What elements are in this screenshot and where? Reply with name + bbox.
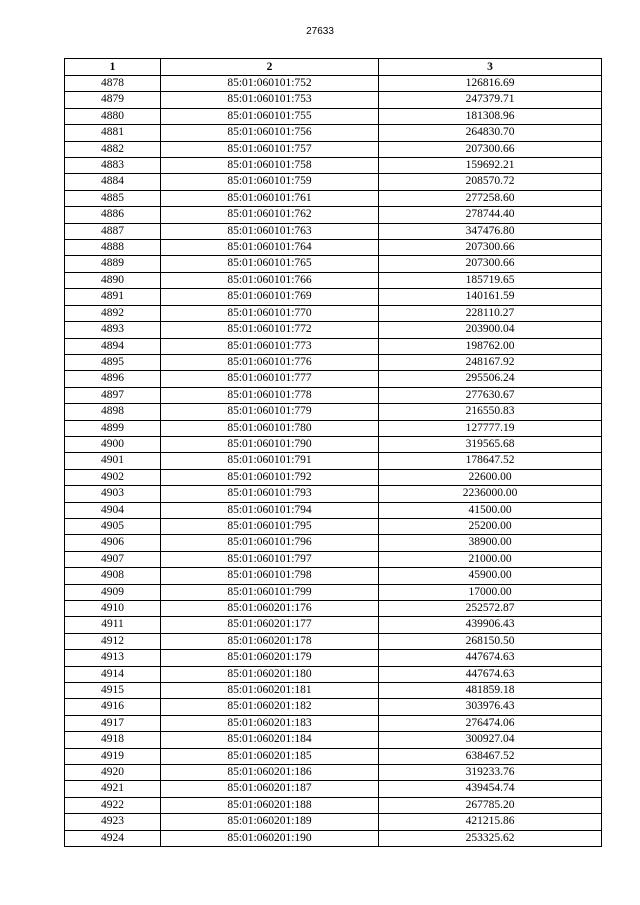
table-row — [65, 666, 602, 682]
column-header-2: 2 — [161, 59, 379, 76]
table-cell-col-3: 216550.83 — [379, 404, 602, 420]
table-row — [65, 781, 602, 797]
table-cell-col-3: 228110.27 — [379, 305, 602, 321]
table-cell-col-1: 4890 — [65, 272, 161, 288]
table-cell-col-1: 4893 — [65, 322, 161, 338]
table-cell-col-3: 638467.52 — [379, 748, 602, 764]
table-row — [65, 92, 602, 108]
table-cell-col-1: 4901 — [65, 453, 161, 469]
table-cell-col-2: 85:01:060101:752 — [161, 76, 379, 92]
table-cell-col-2: 85:01:060201:177 — [161, 617, 379, 633]
table-cell-col-2: 85:01:060101:758 — [161, 158, 379, 174]
table-row — [65, 732, 602, 748]
table-row — [65, 748, 602, 764]
table-cell-col-2: 85:01:060201:179 — [161, 650, 379, 666]
table-cell-col-3: 203900.04 — [379, 322, 602, 338]
table-cell-col-3: 207300.66 — [379, 240, 602, 256]
table-cell-col-3: 278744.40 — [379, 207, 602, 223]
table-cell-col-3: 25200.00 — [379, 518, 602, 534]
table-row — [65, 568, 602, 584]
table-cell-col-2: 85:01:060101:777 — [161, 371, 379, 387]
table-row — [65, 108, 602, 124]
table-row — [65, 814, 602, 830]
table-row — [65, 650, 602, 666]
table-cell-col-2: 85:01:060201:176 — [161, 601, 379, 617]
table-cell-col-1: 4916 — [65, 699, 161, 715]
table-cell-col-1: 4910 — [65, 601, 161, 617]
table-row — [65, 551, 602, 567]
table-cell-col-3: 276474.06 — [379, 715, 602, 731]
table-cell-col-2: 85:01:060101:762 — [161, 207, 379, 223]
table-row — [65, 765, 602, 781]
table-cell-col-2: 85:01:060101:772 — [161, 322, 379, 338]
table-cell-col-2: 85:01:060101:778 — [161, 387, 379, 403]
table-row — [65, 617, 602, 633]
table-row — [65, 502, 602, 518]
table-cell-col-1: 4879 — [65, 92, 161, 108]
table-row — [65, 272, 602, 288]
table-cell-col-1: 4880 — [65, 108, 161, 124]
table-cell-col-1: 4898 — [65, 404, 161, 420]
table-cell-col-3: 126816.69 — [379, 76, 602, 92]
table-cell-col-3: 447674.63 — [379, 666, 602, 682]
table-cell-col-1: 4915 — [65, 683, 161, 699]
table-cell-col-3: 185719.65 — [379, 272, 602, 288]
table-cell-col-3: 421215.86 — [379, 814, 602, 830]
table-row — [65, 305, 602, 321]
table-cell-col-2: 85:01:060101:766 — [161, 272, 379, 288]
table-cell-col-1: 4895 — [65, 354, 161, 370]
table-cell-col-3: 300927.04 — [379, 732, 602, 748]
table-cell-col-3: 247379.71 — [379, 92, 602, 108]
table-cell-col-2: 85:01:060201:182 — [161, 699, 379, 715]
table-cell-col-2: 85:01:060101:753 — [161, 92, 379, 108]
table-row — [65, 469, 602, 485]
table-cell-col-2: 85:01:060101:779 — [161, 404, 379, 420]
table-cell-col-2: 85:01:060201:183 — [161, 715, 379, 731]
table-cell-col-3: 2236000.00 — [379, 486, 602, 502]
table-cell-col-2: 85:01:060101:770 — [161, 305, 379, 321]
table-cell-col-3: 295506.24 — [379, 371, 602, 387]
table-row — [65, 174, 602, 190]
table-cell-col-2: 85:01:060201:190 — [161, 830, 379, 846]
table-cell-col-3: 208570.72 — [379, 174, 602, 190]
table-cell-col-3: 439906.43 — [379, 617, 602, 633]
table-cell-col-2: 85:01:060201:178 — [161, 633, 379, 649]
table-cell-col-3: 319233.76 — [379, 765, 602, 781]
table-cell-col-2: 85:01:060101:755 — [161, 108, 379, 124]
data-table — [64, 58, 602, 847]
table-cell-col-3: 181308.96 — [379, 108, 602, 124]
column-header-1: 1 — [65, 59, 161, 76]
table-cell-col-1: 4924 — [65, 830, 161, 846]
table-cell-col-1: 4920 — [65, 765, 161, 781]
table-cell-col-1: 4878 — [65, 76, 161, 92]
table-row — [65, 158, 602, 174]
table-row — [65, 715, 602, 731]
table-cell-col-3: 268150.50 — [379, 633, 602, 649]
table-cell-col-3: 178647.52 — [379, 453, 602, 469]
table-cell-col-2: 85:01:060201:185 — [161, 748, 379, 764]
table-cell-col-3: 319565.68 — [379, 436, 602, 452]
table-cell-col-3: 481859.18 — [379, 683, 602, 699]
table-cell-col-3: 277258.60 — [379, 190, 602, 206]
table-cell-col-1: 4904 — [65, 502, 161, 518]
table-row — [65, 387, 602, 403]
table-cell-col-2: 85:01:060101:769 — [161, 289, 379, 305]
table-cell-col-2: 85:01:060101:791 — [161, 453, 379, 469]
table-row — [65, 404, 602, 420]
table-cell-col-3: 140161.59 — [379, 289, 602, 305]
table-cell-col-3: 198762.00 — [379, 338, 602, 354]
table-cell-col-2: 85:01:060101:764 — [161, 240, 379, 256]
table-cell-col-1: 4889 — [65, 256, 161, 272]
table-cell-col-1: 4909 — [65, 584, 161, 600]
table-cell-col-2: 85:01:060101:799 — [161, 584, 379, 600]
table-row — [65, 535, 602, 551]
table-row — [65, 190, 602, 206]
table-cell-col-1: 4906 — [65, 535, 161, 551]
table-cell-col-2: 85:01:060101:763 — [161, 223, 379, 239]
table-cell-col-1: 4919 — [65, 748, 161, 764]
table-cell-col-1: 4887 — [65, 223, 161, 239]
table-cell-col-2: 85:01:060201:181 — [161, 683, 379, 699]
table-cell-col-1: 4923 — [65, 814, 161, 830]
table-cell-col-1: 4891 — [65, 289, 161, 305]
table-row — [65, 601, 602, 617]
table-cell-col-2: 85:01:060201:188 — [161, 797, 379, 813]
table-cell-col-3: 252572.87 — [379, 601, 602, 617]
table-cell-col-2: 85:01:060101:790 — [161, 436, 379, 452]
table-cell-col-2: 85:01:060201:187 — [161, 781, 379, 797]
table-row — [65, 223, 602, 239]
table-cell-col-3: 207300.66 — [379, 141, 602, 157]
table-cell-col-3: 439454.74 — [379, 781, 602, 797]
table-cell-col-1: 4913 — [65, 650, 161, 666]
table-cell-col-1: 4900 — [65, 436, 161, 452]
table-cell-col-2: 85:01:060101:757 — [161, 141, 379, 157]
table-cell-col-1: 4884 — [65, 174, 161, 190]
table-cell-col-1: 4922 — [65, 797, 161, 813]
table-row — [65, 354, 602, 370]
table-cell-col-1: 4896 — [65, 371, 161, 387]
table-cell-col-2: 85:01:060101:780 — [161, 420, 379, 436]
table-row — [65, 453, 602, 469]
table-cell-col-1: 4894 — [65, 338, 161, 354]
table-cell-col-1: 4902 — [65, 469, 161, 485]
table-row — [65, 584, 602, 600]
table-cell-col-1: 4917 — [65, 715, 161, 731]
table-cell-col-3: 267785.20 — [379, 797, 602, 813]
table-row — [65, 699, 602, 715]
table-cell-col-1: 4914 — [65, 666, 161, 682]
table-cell-col-2: 85:01:060201:186 — [161, 765, 379, 781]
table-row — [65, 289, 602, 305]
table-cell-col-1: 4881 — [65, 125, 161, 141]
table-cell-col-3: 38900.00 — [379, 535, 602, 551]
table-cell-col-3: 347476.80 — [379, 223, 602, 239]
table-cell-col-3: 264830.70 — [379, 125, 602, 141]
table-cell-col-2: 85:01:060101:796 — [161, 535, 379, 551]
table-cell-col-1: 4886 — [65, 207, 161, 223]
table-cell-col-2: 85:01:060101:792 — [161, 469, 379, 485]
page-number: 27633 — [306, 26, 334, 37]
table-cell-col-3: 22600.00 — [379, 469, 602, 485]
table-cell-col-1: 4912 — [65, 633, 161, 649]
column-header-3: 3 — [379, 59, 602, 76]
table-row — [65, 207, 602, 223]
table-cell-col-2: 85:01:060101:794 — [161, 502, 379, 518]
table-cell-col-3: 41500.00 — [379, 502, 602, 518]
table-cell-col-3: 303976.43 — [379, 699, 602, 715]
table-row — [65, 420, 602, 436]
table-cell-col-2: 85:01:060101:773 — [161, 338, 379, 354]
table-cell-col-3: 127777.19 — [379, 420, 602, 436]
table-cell-col-3: 248167.92 — [379, 354, 602, 370]
table-row — [65, 518, 602, 534]
table-cell-col-2: 85:01:060101:797 — [161, 551, 379, 567]
table-cell-col-1: 4888 — [65, 240, 161, 256]
table-body — [65, 76, 602, 847]
table-row — [65, 436, 602, 452]
table-cell-col-3: 207300.66 — [379, 256, 602, 272]
table-cell-col-3: 21000.00 — [379, 551, 602, 567]
table-cell-col-3: 277630.67 — [379, 387, 602, 403]
table-cell-col-2: 85:01:060101:776 — [161, 354, 379, 370]
table-cell-col-2: 85:01:060101:793 — [161, 486, 379, 502]
table-cell-col-2: 85:01:060101:761 — [161, 190, 379, 206]
table-cell-col-3: 159692.21 — [379, 158, 602, 174]
table-cell-col-1: 4921 — [65, 781, 161, 797]
table-cell-col-1: 4892 — [65, 305, 161, 321]
table-cell-col-1: 4883 — [65, 158, 161, 174]
table-row — [65, 371, 602, 387]
table-cell-col-1: 4897 — [65, 387, 161, 403]
table-cell-col-2: 85:01:060101:795 — [161, 518, 379, 534]
table-header-row — [65, 59, 602, 76]
table-row — [65, 76, 602, 92]
table-cell-col-1: 4918 — [65, 732, 161, 748]
table-row — [65, 486, 602, 502]
table-cell-col-2: 85:01:060101:759 — [161, 174, 379, 190]
table-cell-col-1: 4905 — [65, 518, 161, 534]
table-cell-col-2: 85:01:060101:756 — [161, 125, 379, 141]
table-row — [65, 125, 602, 141]
table-cell-col-1: 4903 — [65, 486, 161, 502]
table-cell-col-3: 253325.62 — [379, 830, 602, 846]
table-cell-col-2: 85:01:060201:180 — [161, 666, 379, 682]
table-row — [65, 633, 602, 649]
table-cell-col-3: 17000.00 — [379, 584, 602, 600]
table-cell-col-3: 447674.63 — [379, 650, 602, 666]
table-cell-col-1: 4899 — [65, 420, 161, 436]
table-cell-col-1: 4885 — [65, 190, 161, 206]
table-cell-col-2: 85:01:060101:798 — [161, 568, 379, 584]
table-cell-col-2: 85:01:060201:189 — [161, 814, 379, 830]
table-cell-col-2: 85:01:060101:765 — [161, 256, 379, 272]
table-cell-col-1: 4882 — [65, 141, 161, 157]
table-row — [65, 256, 602, 272]
table-row — [65, 683, 602, 699]
table-cell-col-2: 85:01:060201:184 — [161, 732, 379, 748]
table-cell-col-3: 45900.00 — [379, 568, 602, 584]
table-cell-col-1: 4908 — [65, 568, 161, 584]
table-row — [65, 338, 602, 354]
table-cell-col-1: 4907 — [65, 551, 161, 567]
table-row — [65, 797, 602, 813]
table-row — [65, 240, 602, 256]
table-row — [65, 830, 602, 846]
table-row — [65, 141, 602, 157]
table-row — [65, 322, 602, 338]
table-cell-col-1: 4911 — [65, 617, 161, 633]
